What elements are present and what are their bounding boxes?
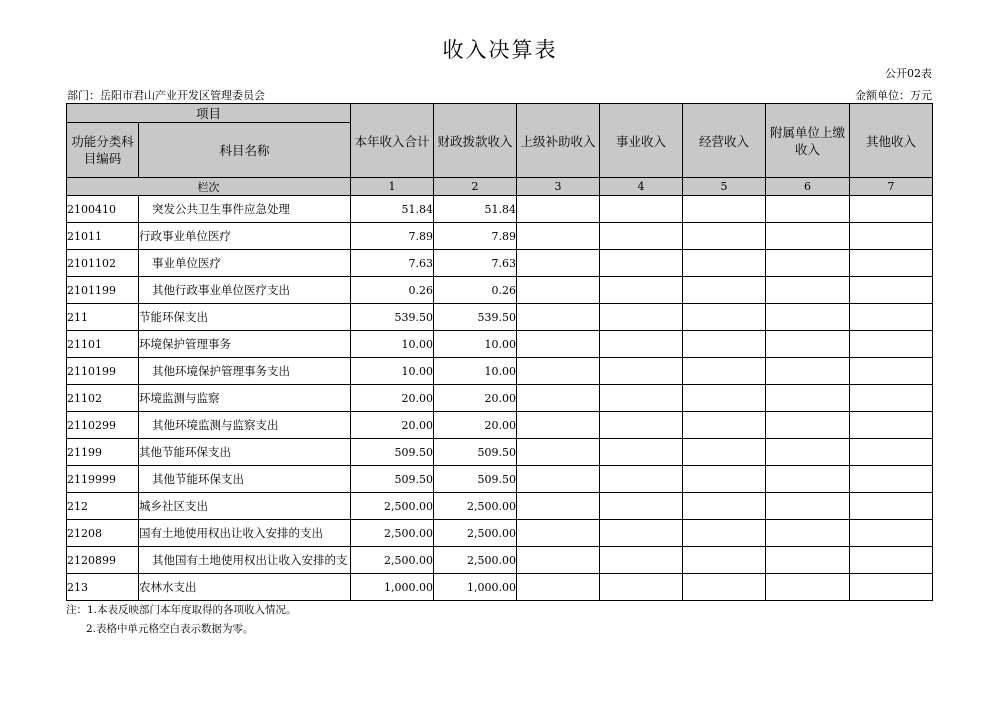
row-subject-name: 突发公共卫生事件应急处理 <box>139 196 351 223</box>
row-affiliated <box>766 223 850 250</box>
table-row <box>67 304 933 331</box>
row-total: 51.84 <box>351 196 434 223</box>
row-business <box>600 304 683 331</box>
table-row <box>67 547 933 574</box>
row-fiscal: 7.89 <box>434 223 517 250</box>
header-func-code: 功能分类科目编码 <box>67 123 139 178</box>
row-code: 21199 <box>67 439 139 466</box>
row-affiliated <box>766 385 850 412</box>
row-total: 0.26 <box>351 277 434 304</box>
row-operating <box>683 547 766 574</box>
form-code: 公开02表 <box>885 67 932 80</box>
row-fiscal: 7.63 <box>434 250 517 277</box>
row-operating <box>683 196 766 223</box>
row-business <box>600 277 683 304</box>
row-superior <box>517 520 600 547</box>
row-other <box>850 412 933 439</box>
column-index: 2 <box>434 178 517 196</box>
row-fiscal: 10.00 <box>434 331 517 358</box>
row-total: 2,500.00 <box>351 493 434 520</box>
row-other <box>850 196 933 223</box>
row-operating <box>683 439 766 466</box>
row-fiscal: 539.50 <box>434 304 517 331</box>
row-affiliated <box>766 520 850 547</box>
row-operating <box>683 223 766 250</box>
row-fiscal: 51.84 <box>434 196 517 223</box>
row-subject-name: 农林水支出 <box>139 574 351 601</box>
row-code: 21102 <box>67 385 139 412</box>
row-operating <box>683 493 766 520</box>
header-subject-name: 科目名称 <box>139 123 351 178</box>
table-row <box>67 277 933 304</box>
row-operating <box>683 385 766 412</box>
table-row <box>67 574 933 601</box>
row-other <box>850 439 933 466</box>
row-fiscal: 509.50 <box>434 466 517 493</box>
row-superior <box>517 196 600 223</box>
row-subject-name: 行政事业单位医疗 <box>139 223 351 250</box>
row-superior <box>517 439 600 466</box>
table-row <box>67 223 933 250</box>
row-superior <box>517 331 600 358</box>
row-superior <box>517 358 600 385</box>
row-other <box>850 277 933 304</box>
row-total: 509.50 <box>351 466 434 493</box>
row-subject-name: 其他国有土地使用权出让收入安排的支 <box>139 547 351 574</box>
row-affiliated <box>766 196 850 223</box>
amount-unit-label: 金额单位：万元 <box>855 89 932 102</box>
row-superior <box>517 223 600 250</box>
row-superior <box>517 466 600 493</box>
table-row <box>67 412 933 439</box>
table-row <box>67 520 933 547</box>
row-operating <box>683 277 766 304</box>
row-fiscal: 509.50 <box>434 439 517 466</box>
row-business <box>600 466 683 493</box>
row-subject-name: 环境监测与监察 <box>139 385 351 412</box>
row-business <box>600 547 683 574</box>
row-subject-name: 国有土地使用权出让收入安排的支出 <box>139 520 351 547</box>
row-superior <box>517 412 600 439</box>
row-fiscal: 20.00 <box>434 385 517 412</box>
note-2: 2.表格中单元格空白表示数据为零。 <box>86 623 254 635</box>
report-title: 收入决算表 <box>442 38 558 62</box>
row-business <box>600 358 683 385</box>
header-superior: 上级补助收入 <box>517 104 600 178</box>
row-subject-name: 其他环境监测与监察支出 <box>139 412 351 439</box>
row-subject-name: 环境保护管理事务 <box>139 331 351 358</box>
row-total: 509.50 <box>351 439 434 466</box>
row-code: 2119999 <box>67 466 139 493</box>
column-index: 4 <box>600 178 683 196</box>
row-code: 212 <box>67 493 139 520</box>
row-other <box>850 250 933 277</box>
row-operating <box>683 358 766 385</box>
row-business <box>600 574 683 601</box>
row-other <box>850 358 933 385</box>
row-subject-name: 事业单位医疗 <box>139 250 351 277</box>
row-operating <box>683 304 766 331</box>
row-total: 10.00 <box>351 358 434 385</box>
row-subject-name: 节能环保支出 <box>139 304 351 331</box>
row-affiliated <box>766 547 850 574</box>
header-other: 其他收入 <box>850 104 933 178</box>
row-other <box>850 385 933 412</box>
row-business <box>600 520 683 547</box>
row-affiliated <box>766 412 850 439</box>
row-business <box>600 250 683 277</box>
column-index: 3 <box>517 178 600 196</box>
column-index: 1 <box>351 178 434 196</box>
row-superior <box>517 277 600 304</box>
row-operating <box>683 250 766 277</box>
row-business <box>600 412 683 439</box>
row-business <box>600 223 683 250</box>
row-total: 1,000.00 <box>351 574 434 601</box>
table-row <box>67 331 933 358</box>
header-total: 本年收入合计 <box>351 104 434 178</box>
row-code: 2101199 <box>67 277 139 304</box>
row-fiscal: 2,500.00 <box>434 493 517 520</box>
table-row <box>67 385 933 412</box>
row-code: 213 <box>67 574 139 601</box>
row-total: 7.63 <box>351 250 434 277</box>
row-total: 2,500.00 <box>351 520 434 547</box>
row-affiliated <box>766 574 850 601</box>
row-other <box>850 304 933 331</box>
row-business <box>600 439 683 466</box>
row-affiliated <box>766 304 850 331</box>
row-superior <box>517 250 600 277</box>
row-business <box>600 493 683 520</box>
row-total: 2,500.00 <box>351 547 434 574</box>
row-operating <box>683 466 766 493</box>
row-affiliated <box>766 358 850 385</box>
row-other <box>850 547 933 574</box>
row-other <box>850 223 933 250</box>
row-operating <box>683 331 766 358</box>
row-fiscal: 10.00 <box>434 358 517 385</box>
row-code: 2110299 <box>67 412 139 439</box>
row-other <box>850 520 933 547</box>
row-total: 20.00 <box>351 412 434 439</box>
note-1: 注：1.本表反映部门本年度取得的各项收入情况。 <box>66 604 297 616</box>
row-affiliated <box>766 466 850 493</box>
row-fiscal: 2,500.00 <box>434 520 517 547</box>
table-row <box>67 493 933 520</box>
row-subject-name: 其他环境保护管理事务支出 <box>139 358 351 385</box>
row-other <box>850 493 933 520</box>
row-superior <box>517 493 600 520</box>
row-code: 211 <box>67 304 139 331</box>
row-code: 21101 <box>67 331 139 358</box>
row-fiscal: 1,000.00 <box>434 574 517 601</box>
row-operating <box>683 412 766 439</box>
row-code: 21208 <box>67 520 139 547</box>
row-total: 539.50 <box>351 304 434 331</box>
row-code: 2100410 <box>67 196 139 223</box>
income-table <box>66 103 933 601</box>
row-affiliated <box>766 331 850 358</box>
header-fiscal: 财政拨款收入 <box>434 104 517 178</box>
table-row <box>67 250 933 277</box>
row-other <box>850 466 933 493</box>
column-index-label: 栏次 <box>67 178 351 196</box>
row-affiliated <box>766 277 850 304</box>
row-superior <box>517 574 600 601</box>
row-code: 2110199 <box>67 358 139 385</box>
row-superior <box>517 385 600 412</box>
row-total: 20.00 <box>351 385 434 412</box>
row-code: 2101102 <box>67 250 139 277</box>
row-superior <box>517 547 600 574</box>
row-operating <box>683 574 766 601</box>
row-code: 21011 <box>67 223 139 250</box>
table-row <box>67 358 933 385</box>
row-business <box>600 196 683 223</box>
notes <box>66 601 297 639</box>
table-row <box>67 439 933 466</box>
header-affiliated: 附属单位上缴收入 <box>766 104 850 178</box>
header-operating: 经营收入 <box>683 104 766 178</box>
row-subject-name: 其他节能环保支出 <box>139 439 351 466</box>
row-total: 10.00 <box>351 331 434 358</box>
column-index: 6 <box>766 178 850 196</box>
row-subject-name: 其他行政事业单位医疗支出 <box>139 277 351 304</box>
row-fiscal: 2,500.00 <box>434 547 517 574</box>
header-business: 事业收入 <box>600 104 683 178</box>
row-business <box>600 331 683 358</box>
row-affiliated <box>766 250 850 277</box>
row-other <box>850 574 933 601</box>
row-other <box>850 331 933 358</box>
row-code: 2120899 <box>67 547 139 574</box>
column-index: 7 <box>850 178 933 196</box>
row-fiscal: 20.00 <box>434 412 517 439</box>
row-superior <box>517 304 600 331</box>
row-affiliated <box>766 493 850 520</box>
header-item: 项目 <box>67 104 351 123</box>
row-fiscal: 0.26 <box>434 277 517 304</box>
row-subject-name: 其他节能环保支出 <box>139 466 351 493</box>
table-row <box>67 196 933 223</box>
row-subject-name: 城乡社区支出 <box>139 493 351 520</box>
table-row <box>67 466 933 493</box>
row-business <box>600 385 683 412</box>
row-affiliated <box>766 439 850 466</box>
column-index: 5 <box>683 178 766 196</box>
row-total: 7.89 <box>351 223 434 250</box>
department-label: 部门：岳阳市君山产业开发区管理委员会 <box>67 89 265 102</box>
row-operating <box>683 520 766 547</box>
